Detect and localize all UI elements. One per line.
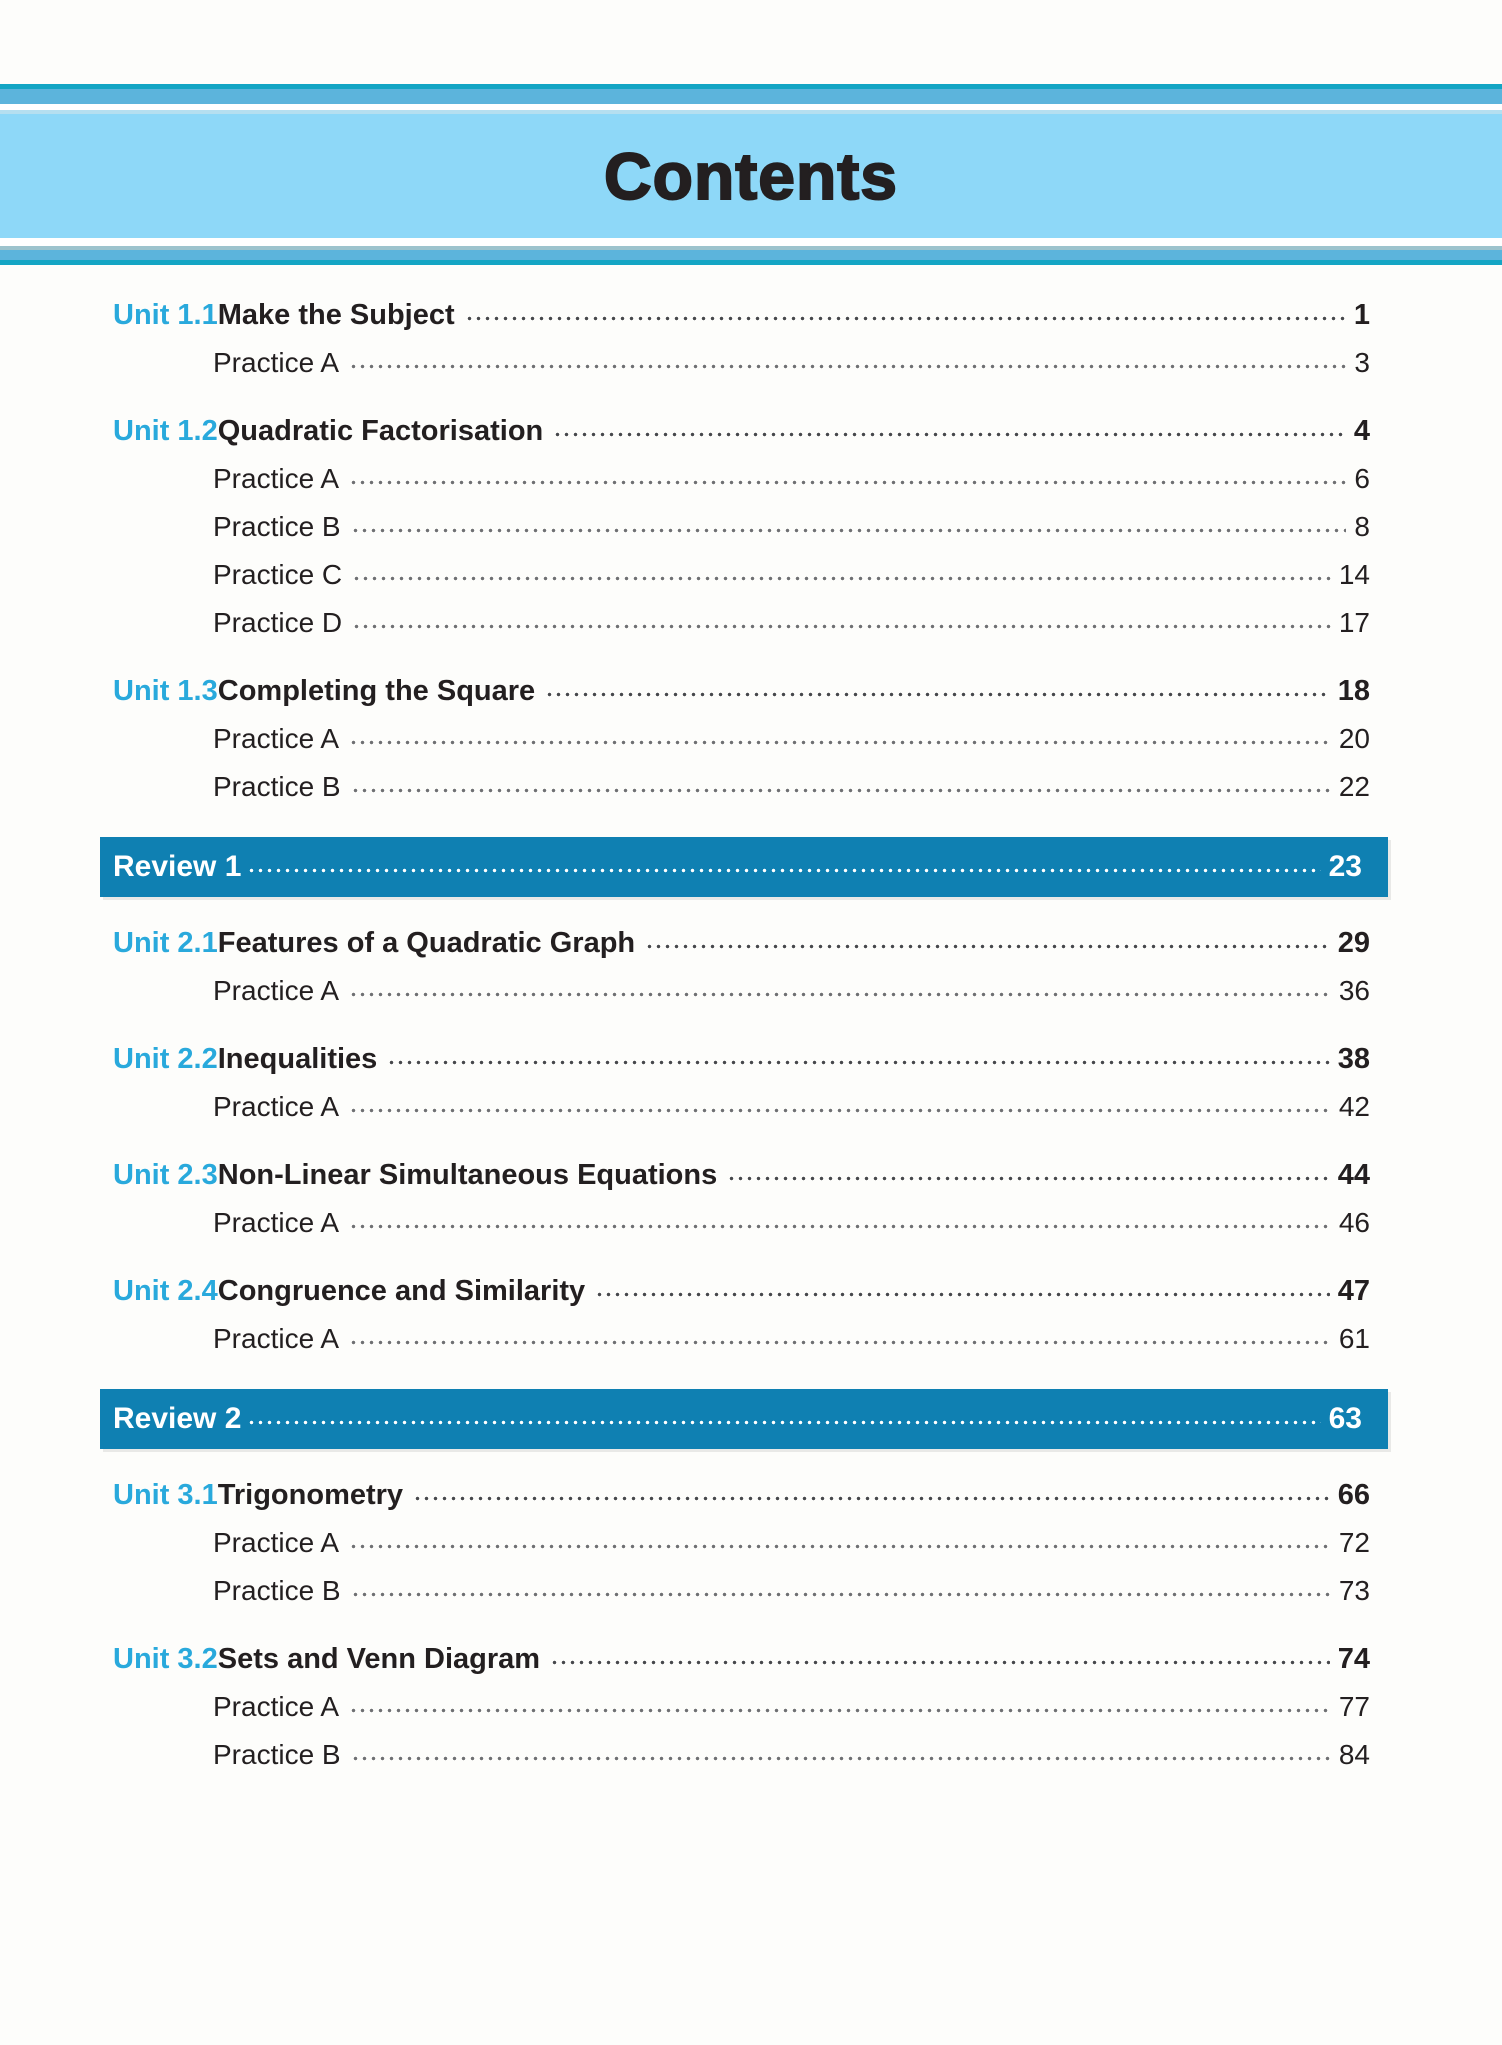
page-number: 46: [1338, 1207, 1370, 1238]
toc-row-practice: [100, 967, 1388, 1015]
practice-title: Practice A: [213, 1323, 340, 1354]
toc-row-unit: [100, 919, 1388, 967]
toc-row-practice: [100, 1567, 1388, 1615]
unit-label: Unit 2.3: [113, 1159, 218, 1191]
page-number: 17: [1338, 607, 1370, 638]
page-number: 4: [1353, 415, 1370, 447]
toc-row-unit: [100, 1151, 1388, 1199]
dot-leader: [247, 837, 1320, 897]
page-number: 20: [1338, 723, 1370, 754]
unit-title: Trigonometry: [217, 1479, 404, 1511]
page-number: 14: [1338, 559, 1370, 590]
dot-leader: [351, 1731, 1331, 1779]
dot-leader: [553, 407, 1346, 455]
dot-leader: [545, 667, 1330, 715]
toc-row-unit: [100, 1635, 1388, 1683]
page-number: 22: [1338, 771, 1370, 802]
toc-row-practice: [100, 339, 1388, 387]
review-page-number: 63: [1328, 1402, 1362, 1435]
unit-title: Inequalities: [217, 1043, 378, 1075]
dot-leader: [550, 1635, 1330, 1683]
footer-stripe-gap: [0, 238, 1502, 246]
dot-leader: [352, 551, 1331, 599]
dot-leader: [645, 919, 1330, 967]
unit-label: Unit 1.3: [113, 675, 218, 707]
toc-row-unit: [100, 407, 1388, 455]
toc-row-unit: [100, 291, 1388, 339]
toc-row-review: [100, 837, 1388, 897]
unit-title: Congruence and Similarity: [217, 1275, 586, 1307]
dot-leader: [465, 291, 1346, 339]
dot-leader: [349, 339, 1346, 387]
dot-leader: [247, 1389, 1320, 1449]
practice-title: Practice D: [213, 607, 343, 638]
dot-leader: [352, 599, 1331, 647]
toc: [100, 291, 1388, 1779]
toc-row-practice: [100, 1731, 1388, 1779]
dot-leader: [413, 1471, 1330, 1519]
page-number: 47: [1337, 1275, 1370, 1307]
toc-row-practice: [100, 1083, 1388, 1131]
dot-leader: [349, 1315, 1331, 1363]
toc-row-unit: [100, 667, 1388, 715]
toc-row-unit: [100, 1267, 1388, 1315]
page-number: 66: [1337, 1479, 1370, 1511]
page-number: 18: [1337, 675, 1370, 707]
page-number: 36: [1338, 975, 1370, 1006]
dot-leader: [595, 1267, 1330, 1315]
toc-row-practice: [100, 715, 1388, 763]
toc-row-unit: [100, 1035, 1388, 1083]
practice-title: Practice A: [213, 1691, 340, 1722]
page-number: 74: [1337, 1643, 1370, 1675]
page-number: 6: [1354, 463, 1370, 494]
dot-leader: [349, 1683, 1331, 1731]
unit-label: Unit 1.2: [113, 415, 218, 447]
dot-leader: [349, 967, 1331, 1015]
dot-leader: [387, 1035, 1329, 1083]
unit-title: Quadratic Factorisation: [217, 415, 544, 447]
dot-leader: [351, 503, 1347, 551]
toc-row-practice: [100, 455, 1388, 503]
dot-leader: [349, 1083, 1331, 1131]
practice-title: Practice B: [213, 1739, 341, 1770]
unit-label: Unit 2.4: [113, 1275, 218, 1307]
practice-title: Practice B: [213, 1575, 341, 1606]
dot-leader: [351, 763, 1331, 811]
review-page-number: 23: [1328, 850, 1362, 883]
dot-leader: [349, 1199, 1331, 1247]
footer-stripe-blue: [0, 250, 1502, 260]
page-number: 44: [1337, 1159, 1370, 1191]
toc-row-practice: [100, 503, 1388, 551]
practice-title: Practice A: [213, 347, 340, 378]
practice-title: Practice B: [213, 771, 341, 802]
unit-title: Sets and Venn Diagram: [217, 1643, 541, 1675]
page-number: 84: [1338, 1739, 1370, 1770]
page-number: 38: [1337, 1043, 1370, 1075]
page-number: 1: [1353, 299, 1370, 331]
dot-leader: [349, 1519, 1331, 1567]
review-label: Review 1: [113, 850, 242, 883]
page-number: 29: [1337, 927, 1370, 959]
practice-title: Practice A: [213, 975, 340, 1006]
practice-title: Practice A: [213, 723, 340, 754]
page-number: 73: [1338, 1575, 1370, 1606]
page-banner: [0, 114, 1502, 238]
unit-label: Unit 1.1: [113, 299, 218, 331]
practice-title: Practice A: [213, 1527, 340, 1558]
unit-title: Features of a Quadratic Graph: [217, 927, 636, 959]
toc-row-review: [100, 1389, 1388, 1449]
top-margin: [0, 0, 1502, 84]
unit-title: Make the Subject: [217, 299, 455, 331]
toc-row-practice: [100, 1683, 1388, 1731]
unit-label: Unit 2.1: [113, 927, 218, 959]
practice-title: Practice C: [213, 559, 343, 590]
page-number: 3: [1354, 347, 1370, 378]
unit-label: Unit 3.1: [113, 1479, 218, 1511]
dot-leader: [727, 1151, 1329, 1199]
page-number: 72: [1338, 1527, 1370, 1558]
toc-row-practice: [100, 763, 1388, 811]
toc-row-practice: [100, 1199, 1388, 1247]
unit-title: Completing the Square: [217, 675, 536, 707]
toc-row-practice: [100, 1315, 1388, 1363]
unit-label: Unit 3.2: [113, 1643, 218, 1675]
toc-row-practice: [100, 1519, 1388, 1567]
page-title: Contents: [604, 139, 898, 213]
unit-label: Unit 2.2: [113, 1043, 218, 1075]
toc-row-practice: [100, 599, 1388, 647]
dot-leader: [351, 1567, 1331, 1615]
toc-row-practice: [100, 551, 1388, 599]
page-number: 8: [1354, 511, 1370, 542]
header-stripe-blue: [0, 89, 1502, 104]
review-label: Review 2: [113, 1402, 242, 1435]
dot-leader: [349, 455, 1346, 503]
practice-title: Practice A: [213, 463, 340, 494]
dot-leader: [349, 715, 1331, 763]
practice-title: Practice B: [213, 511, 341, 542]
page-number: 77: [1338, 1691, 1370, 1722]
practice-title: Practice A: [213, 1091, 340, 1122]
toc-row-unit: [100, 1471, 1388, 1519]
page-number: 42: [1338, 1091, 1370, 1122]
footer-stripe-teal: [0, 260, 1502, 265]
unit-title: Non-Linear Simultaneous Equations: [217, 1159, 718, 1191]
page-number: 61: [1338, 1323, 1370, 1354]
practice-title: Practice A: [213, 1207, 340, 1238]
